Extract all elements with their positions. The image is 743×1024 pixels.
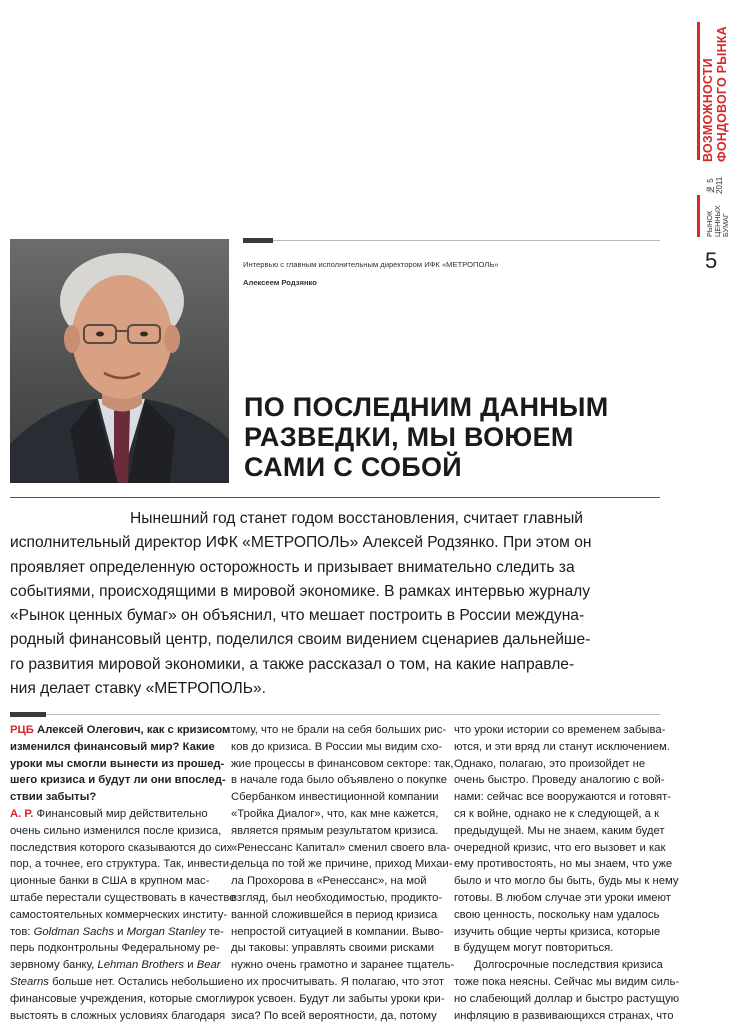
body-line: Долгосрочные последствия кризиса bbox=[474, 959, 663, 972]
body-line: очередной кризис, что его вызовет и как bbox=[454, 841, 666, 854]
columns-rule-thick bbox=[10, 712, 46, 717]
body-line: является прямым результатом кризиса. bbox=[231, 824, 439, 837]
magazine-name bbox=[706, 193, 730, 237]
body-line: «Ренессанс Капитал» сменил своего вла- bbox=[231, 841, 451, 854]
magazine-line1: РЫНОК bbox=[705, 210, 714, 237]
section-divider bbox=[10, 497, 660, 498]
answer-line: тов: Goldman Sachs и Morgan Stanley те- bbox=[10, 925, 224, 938]
body-line: ла Прохорова в «Ренессанс», на мой bbox=[231, 875, 427, 888]
answer-line: выстоять в сложных условиях благодаря bbox=[10, 1009, 226, 1022]
body-line: ются, и эти вряд ли станут исключением. bbox=[454, 740, 670, 753]
section-title bbox=[701, 26, 729, 162]
answer-line: последствия которого сказываются до сих bbox=[10, 841, 233, 854]
body-line: «Тройка Диалог», что, как мне кажется, bbox=[231, 807, 439, 820]
columns-rule-thin bbox=[46, 714, 660, 715]
body-line: Однако, полагаю, это произойдет не bbox=[454, 757, 646, 770]
body-line: зиса? По всей вероятности, да, потому bbox=[231, 1009, 437, 1022]
question-line: шего кризиса и будут ли они впослед- bbox=[10, 774, 226, 787]
answer-line: пор, а точнее, его структура. Так, инвести- bbox=[10, 858, 233, 871]
interview-intro: Интервью с главным исполнительным директором ИФК «МЕТРОПОЛЬ» bbox=[243, 260, 499, 269]
answer-line: очень сильно изменился после кризиса, bbox=[10, 824, 222, 837]
body-line: нами: сейчас все вооружаются и готовят- bbox=[454, 791, 672, 804]
body-line: тоже пока неясны. Сейчас мы видим силь- bbox=[454, 975, 680, 988]
body-line: дельца по той же причине, приход Михаи- bbox=[231, 858, 453, 871]
magazine-line2: ЦЕННЫХ bbox=[713, 205, 722, 237]
body-line: ся к войне, однако не к следующей, а к bbox=[454, 807, 660, 820]
side-accent-bar-top bbox=[697, 22, 700, 160]
side-accent-bar-bottom bbox=[697, 195, 700, 237]
portrait-illustration bbox=[10, 239, 229, 483]
body-line: тому, что не брали на себя больших рис- bbox=[231, 724, 447, 736]
body-line: изучить общие черты кризиса, которые bbox=[454, 925, 661, 938]
lead-line: родный финансовый центр, поделился своим видением сценариев дальнейше- bbox=[10, 631, 591, 649]
headline-line: РАЗВЕДКИ, МЫ ВОЮЕМ bbox=[244, 422, 574, 452]
body-line: ему противостоять, но мы знаем, что уже bbox=[454, 858, 673, 871]
body-line: готовы. В любом случае эти уроки имеют bbox=[454, 891, 671, 904]
body-line: в начале года было объявлено о покупке bbox=[231, 774, 448, 787]
answer-line: зервному банку, Lehman Brothers и Bear bbox=[10, 959, 221, 972]
body-column-1 bbox=[10, 722, 236, 1024]
answer-line: штабе перестали существовать в качестве bbox=[10, 891, 236, 904]
body-line: нужно очень грамотно и заранее тщатель- bbox=[231, 959, 455, 972]
body-line: было и что могло бы быть, будь мы к нему bbox=[454, 875, 679, 888]
answer-line: Stearns больше нет. Остались небольшие bbox=[10, 975, 231, 988]
issue-year: 2011 bbox=[715, 176, 724, 194]
body-line: урок усвоен. Будут ли забыты уроки кри- bbox=[231, 992, 445, 1005]
section-title-line2: ФОНДОВОГО РЫНКА bbox=[715, 26, 729, 162]
headline-line: САМИ С СОБОЙ bbox=[244, 452, 462, 482]
answer-line: финансовые учреждения, которые смогли bbox=[10, 992, 233, 1005]
lead-line: исполнительный директор ИФК «МЕТРОПОЛЬ» Алексей Родзянко. При этом он bbox=[10, 534, 592, 552]
lead-line: ния делает ставку «МЕТРОПОЛЬ». bbox=[10, 680, 267, 698]
body-line: ды таковы: управлять своими рисками bbox=[231, 942, 435, 955]
body-line: предыдущей. Мы не знаем, каким будет bbox=[454, 824, 665, 837]
body-line: ков до кризиса. В России мы видим схо- bbox=[231, 740, 443, 753]
magazine-line3: БУМАГ bbox=[721, 213, 730, 237]
body-line: ванной сложившейся в период кризиса bbox=[231, 908, 438, 921]
body-column-2 bbox=[231, 722, 455, 1024]
body-line: непростой ситуацией в компании. Выво- bbox=[231, 925, 444, 938]
body-line: но слабеющий доллар и быстро растущую bbox=[454, 992, 680, 1005]
body-line: свою ценность, поскольку нам удалось bbox=[454, 908, 660, 921]
body-line: инфляцию в развивающихся странах, что bbox=[454, 1009, 674, 1022]
body-line: Сбербанком инвестиционной компании bbox=[231, 791, 439, 804]
question-line: РЦБ Алексей Олегович, как с кризисом bbox=[10, 724, 231, 736]
body-line: взгляд, был необходимостью, продикто- bbox=[231, 891, 443, 904]
lead-line: Нынешний год станет годом восстановления, считает главный bbox=[130, 510, 583, 527]
body-line: что уроки истории со временем забыва- bbox=[454, 724, 666, 736]
lead-line: проявляет определенную осторожность и призывает внимательно следить за bbox=[10, 558, 575, 576]
lead-line: го развития мировой экономики, а также рассказал о том, на какие направле- bbox=[10, 655, 575, 673]
issue-info bbox=[706, 150, 724, 194]
question-line: ствии забыты? bbox=[10, 791, 97, 804]
issue-number: № 5 bbox=[706, 178, 715, 194]
section-title-line1: ВОЗМОЖНОСТИ bbox=[701, 58, 715, 162]
header-rule-thick bbox=[243, 238, 273, 243]
page-number: 5 bbox=[705, 248, 718, 273]
lead-line: событиями, происходящими в мировой экономике. В рамках интервью журналу bbox=[10, 582, 591, 600]
body-line: но их просчитывать. Я полагаю, что этот bbox=[231, 975, 445, 988]
lead-paragraph bbox=[10, 507, 650, 701]
answer-line: перь подконтрольны Федеральному ре- bbox=[10, 942, 220, 955]
answer-line: ционные банки в США в крупном мас- bbox=[10, 875, 210, 888]
answer-line: самостоятельных коммерческих институ- bbox=[10, 908, 228, 921]
lead-line: «Рынок ценных бумаг» он объяснил, что мешает построить в России междуна- bbox=[10, 607, 585, 625]
body-line: в будущем могут повториться. bbox=[454, 942, 614, 955]
question-line: изменился финансовый мир? Какие bbox=[10, 740, 215, 753]
body-column-3 bbox=[454, 722, 680, 1024]
portrait-photo bbox=[10, 239, 229, 483]
body-line: жие процессы в финансовом секторе: так, bbox=[231, 757, 454, 770]
answer-label: А. Р. bbox=[10, 807, 34, 820]
headline-line: ПО ПОСЛЕДНИМ ДАННЫМ bbox=[244, 392, 609, 422]
answer-line: А. Р. Финансовый мир действительно bbox=[10, 807, 208, 820]
question-label: РЦБ bbox=[10, 724, 34, 736]
question-line: уроки мы смогли вынести из прошед- bbox=[10, 757, 225, 770]
headline bbox=[244, 392, 684, 482]
interviewee-name: Алексеем Родзянко bbox=[243, 278, 317, 287]
header-rule-thin bbox=[273, 240, 660, 241]
body-line: очень быстро. Проведу аналогию с вой- bbox=[454, 774, 665, 787]
